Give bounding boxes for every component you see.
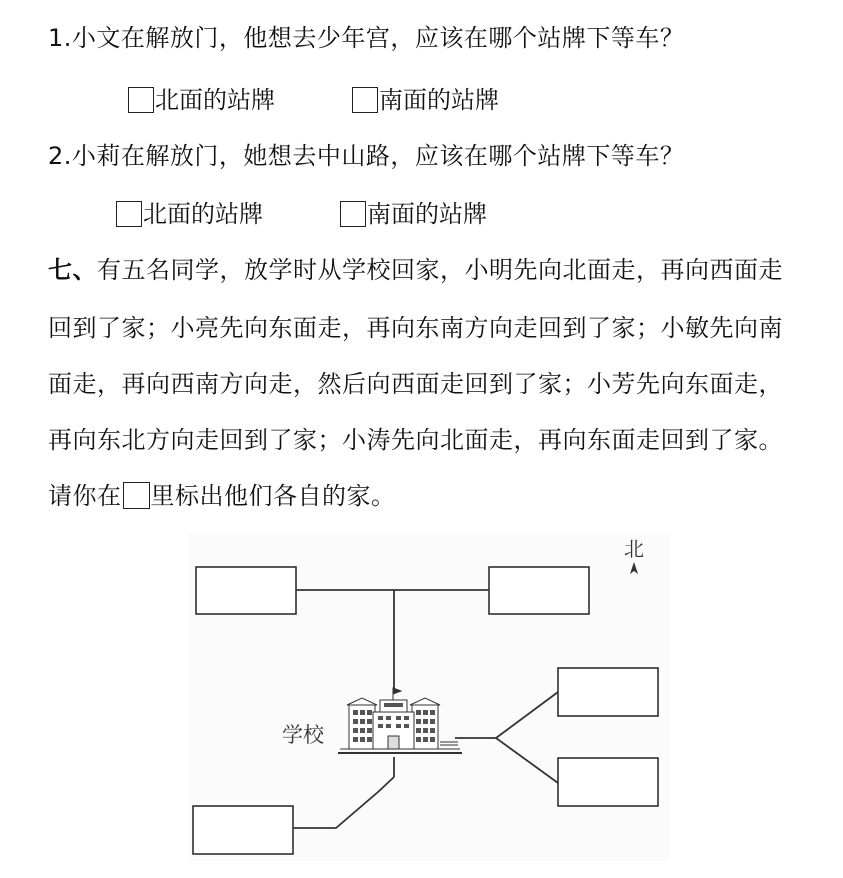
- answer-box-east-lower[interactable]: [558, 758, 658, 806]
- text-post: 里标出他们各自的家。: [150, 482, 396, 510]
- text-pre: 请你在: [48, 482, 122, 510]
- section-text: 有五名同学，放学时从学校回家，小明先向北面走，再向西面走: [97, 256, 783, 284]
- school-label: 学校: [282, 723, 324, 747]
- answer-box-east-upper[interactable]: [558, 668, 658, 716]
- section7-line-3: 面走，再向西南方向走，然后向西面走回到了家；小芳先向东面走，: [48, 370, 783, 398]
- section7-line-2: 回到了家；小亮先向东面走，再向东南方向走回到了家；小敏先向南: [48, 314, 783, 342]
- answer-box-northeast[interactable]: [489, 567, 589, 614]
- north-label: 北: [624, 537, 644, 561]
- answer-box-northwest[interactable]: [196, 567, 296, 614]
- question-2: 2.小莉在解放门，她想去中山路，应该在哪个站牌下等车？: [48, 142, 685, 170]
- option-label: 北面的站牌: [155, 86, 275, 114]
- section7-line-4: 再向东北方向走回到了家；小涛先向北面走，再向东面走回到了家。: [48, 426, 783, 454]
- answer-box-southwest[interactable]: [193, 806, 293, 854]
- question-1: 1.小文在解放门，他想去少年宫，应该在哪个站牌下等车？: [48, 24, 685, 52]
- option-label: 南面的站牌: [379, 86, 499, 114]
- section-number: 七、: [48, 256, 97, 284]
- option-label: 南面的站牌: [367, 200, 487, 228]
- option-label: 北面的站牌: [143, 200, 263, 228]
